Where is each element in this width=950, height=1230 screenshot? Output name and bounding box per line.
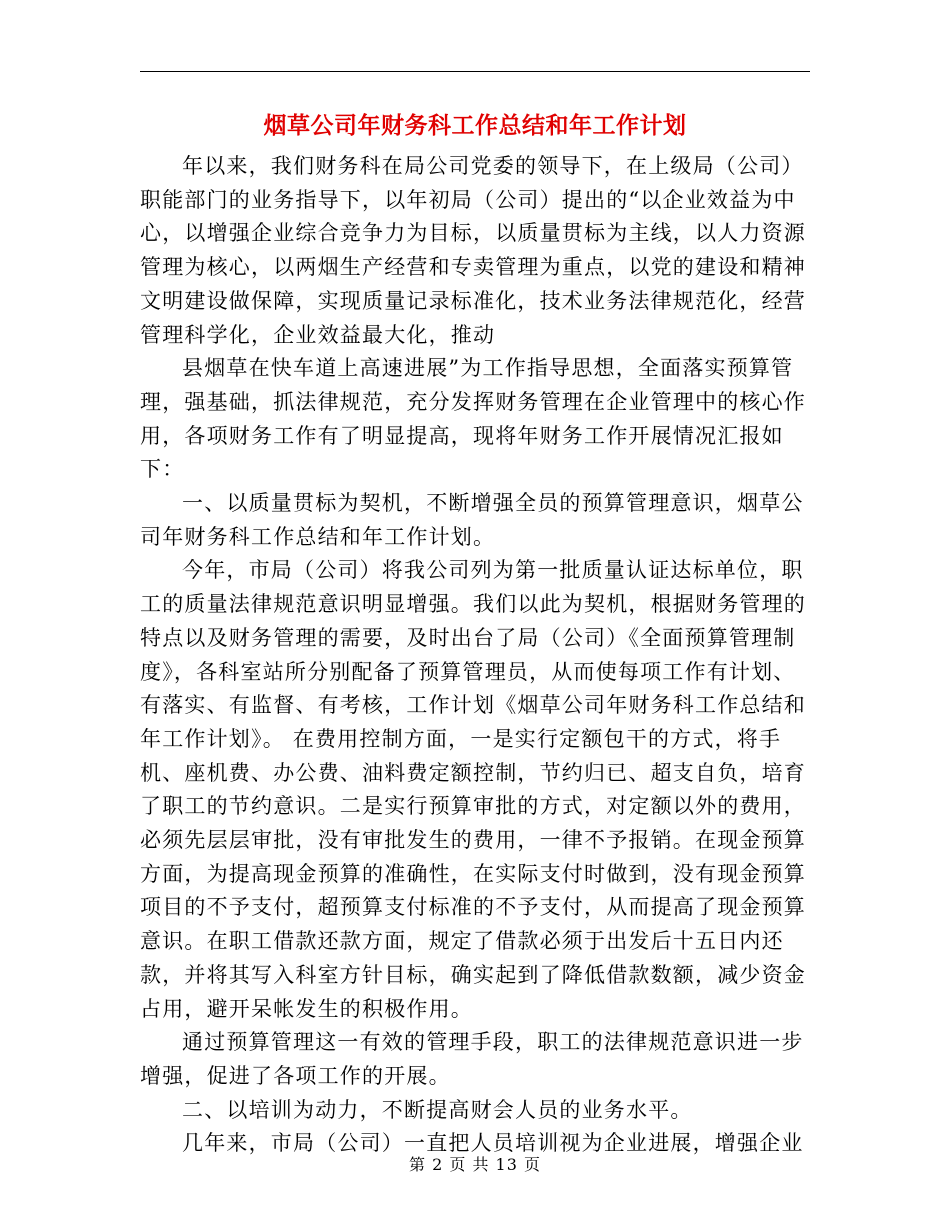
section-heading-2: 二、以培训为动力，不断提高财会人员的业务水平。: [182, 1097, 693, 1122]
paragraph-guiding-thought: 县烟草在快车道上高速进展”为工作指导思想，全面落实预算管理，强基础，抓法律规范，充分发挥财务管理在企业管理中的核心作用，各项财务工作有了明显提高，现将年财务工作开展情况汇报如下：: [140, 356, 806, 482]
document-title: 烟草公司年财务科工作总结和年工作计划: [263, 113, 687, 139]
paragraph-training: 几年来，市局（公司）一直把人员培训视为企业进展，增强企业: [182, 1131, 804, 1156]
footer-middle: 页 共: [449, 1155, 490, 1174]
footer-prefix: 第: [408, 1155, 426, 1174]
paragraph-budget-result: 通过预算管理这一有效的管理手段，职工的法律规范意识进一步增强，促进了各项工作的开展。: [140, 1030, 804, 1088]
footer-total-pages: 13: [495, 1155, 518, 1174]
footer-suffix: 页: [524, 1155, 542, 1174]
header-rule: [140, 71, 810, 72]
paragraph-budget-management: 今年，市局（公司）将我公司列为第一批质量认证达标单位，职工的质量法律规范意识明显增强。我们以此为契机，根据财务管理的特点以及财务管理的需要，及时出台了局（公司）《全面预算管理制度》，各科室站所分别配备了预算管理员，从而使每项工作有计划、有落实、有监督、有考核，工作计划《烟草公司年财务科工作总结和年工作计划》。 在费用控制方面，一是实行定额包干的方式，将手机、座机费、办公费、油料费定额控制，节约归已、超支自负，培育了职工的节约意识。二是实行预算审批的方式，对定额以外的费用，必须先层层审批，没有审批发生的费用，一律不予报销。在现金预算方面，为提高现金预算的准确性，在实际支付时做到，没有现金预算项目的不予支付，超预算支付标准的不予支付，从而提高了现金预算意识。在职工借款还款方面，规定了借款必须于出发后十五日内还款，并将其写入科室方针目标，确实起到了降低借款数额，减少资金占用，避开呆帐发生的积极作用。: [140, 558, 806, 1021]
footer-current-page: 2: [432, 1155, 444, 1174]
paragraph-intro: 年以来，我们财务科在局公司党委的领导下，在上级局（公司）职能部门的业务指导下，以年初局（公司）提出的“以企业效益为中心，以增强企业综合竞争力为目标，以质量贯标为主线，以人力资源管理为核心，以两烟生产经营和专卖管理为重点，以党的建设和精神文明建设做保障，实现质量记录标准化，技术业务法律规范化，经营管理科学化，企业效益最大化，推动: [140, 154, 806, 347]
section-heading-1: 一、以质量贯标为契机，不断增强全员的预算管理意识，烟草公司年财务科工作总结和年工作计划。: [140, 491, 804, 549]
page-footer: [0, 1153, 950, 1177]
document-body: [140, 150, 815, 1161]
